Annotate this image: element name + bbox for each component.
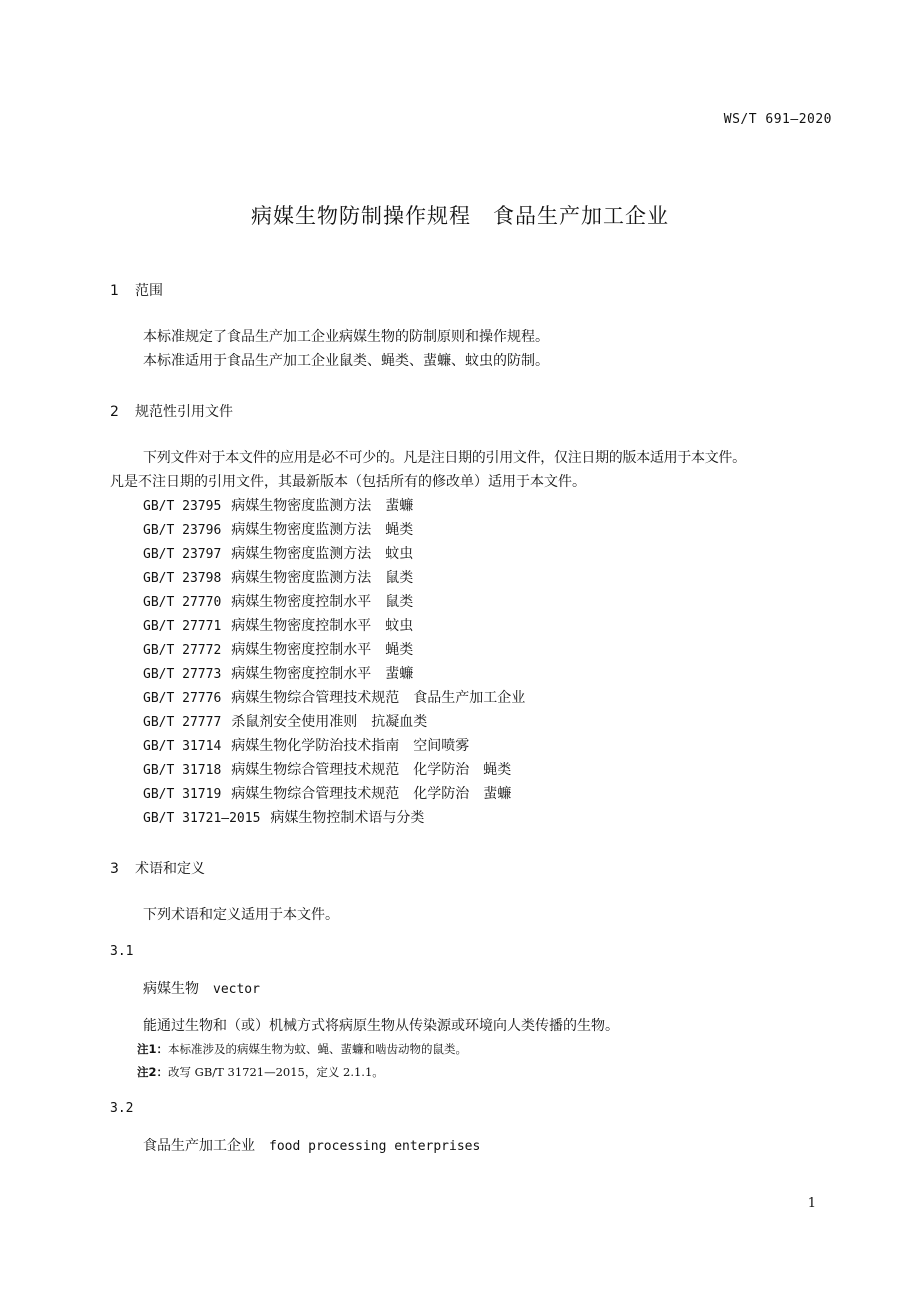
term-heading [143, 1135, 480, 1155]
term-chinese: 食品生产加工企业 [143, 1138, 255, 1154]
reference-title: 病媒生物密度监测方法 蚊虫 [231, 546, 414, 562]
reference-title: 病媒生物密度监测方法 鼠类 [231, 570, 414, 586]
normative-intro-line-1: 下列文件对于本文件的应用是必不可少的。凡是注日期的引用文件，仅注日期的版本适用于本文件。 [143, 450, 746, 466]
section-title: 术语和定义 [135, 861, 205, 877]
reference-title: 病媒生物化学防治技术指南 空间喷雾 [231, 738, 470, 754]
term-note [137, 1041, 467, 1057]
page-number: 1 [807, 1196, 816, 1211]
reference-item [143, 711, 427, 731]
term-heading [143, 978, 260, 998]
reference-code: GB/T 23796 [143, 523, 222, 538]
reference-item [143, 663, 413, 683]
reference-code: GB/T 31714 [143, 739, 222, 754]
reference-code: GB/T 31721—2015 [143, 811, 261, 826]
note-text: 改写 GB/T 31721—2015，定义 2.1.1。 [168, 1065, 384, 1079]
section-title: 规范性引用文件 [135, 404, 233, 420]
term-english: vector [213, 982, 260, 997]
terms-intro: 下列术语和定义适用于本文件。 [143, 907, 339, 923]
note-label: 注1： [137, 1042, 169, 1056]
reference-code: GB/T 23797 [143, 547, 222, 562]
reference-code: GB/T 27776 [143, 691, 222, 706]
section-number: 2 [110, 404, 119, 420]
term-chinese: 病媒生物 [143, 981, 199, 997]
term-english: food processing enterprises [269, 1139, 481, 1154]
reference-item [143, 639, 413, 659]
reference-title: 病媒生物密度控制水平 蜚蠊 [231, 666, 414, 682]
reference-title: 病媒生物密度监测方法 蜚蠊 [231, 498, 414, 514]
reference-code: GB/T 27772 [143, 643, 222, 658]
reference-title: 病媒生物密度控制水平 蚊虫 [231, 618, 414, 634]
scope-paragraph-1: 本标准规定了食品生产加工企业病媒生物的防制原则和操作规程。 [143, 329, 549, 345]
reference-item [143, 807, 424, 827]
note-text: 本标准涉及的病媒生物为蚊、蝇、蜚蠊和啮齿动物的鼠类。 [168, 1042, 468, 1056]
reference-item [143, 783, 511, 803]
reference-code: GB/T 23798 [143, 571, 222, 586]
reference-item [143, 567, 413, 587]
reference-title: 病媒生物密度控制水平 蝇类 [231, 642, 414, 658]
document-title: 病媒生物防制操作规程 食品生产加工企业 [251, 204, 669, 228]
reference-code: GB/T 27773 [143, 667, 222, 682]
reference-code: GB/T 31719 [143, 787, 222, 802]
normative-intro-line-2: 凡是不注日期的引用文件，其最新版本（包括所有的修改单）适用于本文件。 [110, 474, 586, 490]
standard-number: WS/T 691—2020 [723, 112, 832, 127]
section-3-heading [110, 858, 205, 878]
reference-title: 病媒生物密度监测方法 蝇类 [231, 522, 414, 538]
reference-title: 病媒生物控制术语与分类 [270, 810, 425, 826]
reference-title: 病媒生物综合管理技术规范 食品生产加工企业 [231, 690, 526, 706]
reference-item [143, 759, 511, 779]
reference-item [143, 615, 413, 635]
reference-title: 病媒生物综合管理技术规范 化学防治 蜚蠊 [231, 786, 512, 802]
section-title: 范围 [135, 283, 163, 299]
reference-code: GB/T 23795 [143, 499, 222, 514]
reference-item [143, 519, 413, 539]
term-number: 3.2 [110, 1101, 134, 1116]
section-number: 3 [110, 861, 119, 877]
reference-item [143, 687, 525, 707]
reference-title: 杀鼠剂安全使用准则 抗凝血类 [231, 714, 428, 730]
term-note [137, 1064, 384, 1080]
reference-item [143, 543, 413, 563]
reference-title: 病媒生物综合管理技术规范 化学防治 蝇类 [231, 762, 512, 778]
term-number: 3.1 [110, 944, 134, 959]
reference-item [143, 735, 469, 755]
section-number: 1 [110, 283, 119, 299]
reference-code: GB/T 31718 [143, 763, 222, 778]
reference-title: 病媒生物密度控制水平 鼠类 [231, 594, 414, 610]
reference-item [143, 495, 413, 515]
scope-paragraph-2: 本标准适用于食品生产加工企业鼠类、蝇类、蜚蠊、蚊虫的防制。 [143, 353, 549, 369]
section-2-heading [110, 401, 233, 421]
reference-code: GB/T 27777 [143, 715, 222, 730]
section-1-heading [110, 280, 163, 300]
term-definition: 能通过生物和（或）机械方式将病原生物从传染源或环境向人类传播的生物。 [143, 1018, 619, 1034]
note-label: 注2： [137, 1065, 169, 1079]
reference-item [143, 591, 413, 611]
reference-code: GB/T 27770 [143, 595, 222, 610]
reference-code: GB/T 27771 [143, 619, 222, 634]
